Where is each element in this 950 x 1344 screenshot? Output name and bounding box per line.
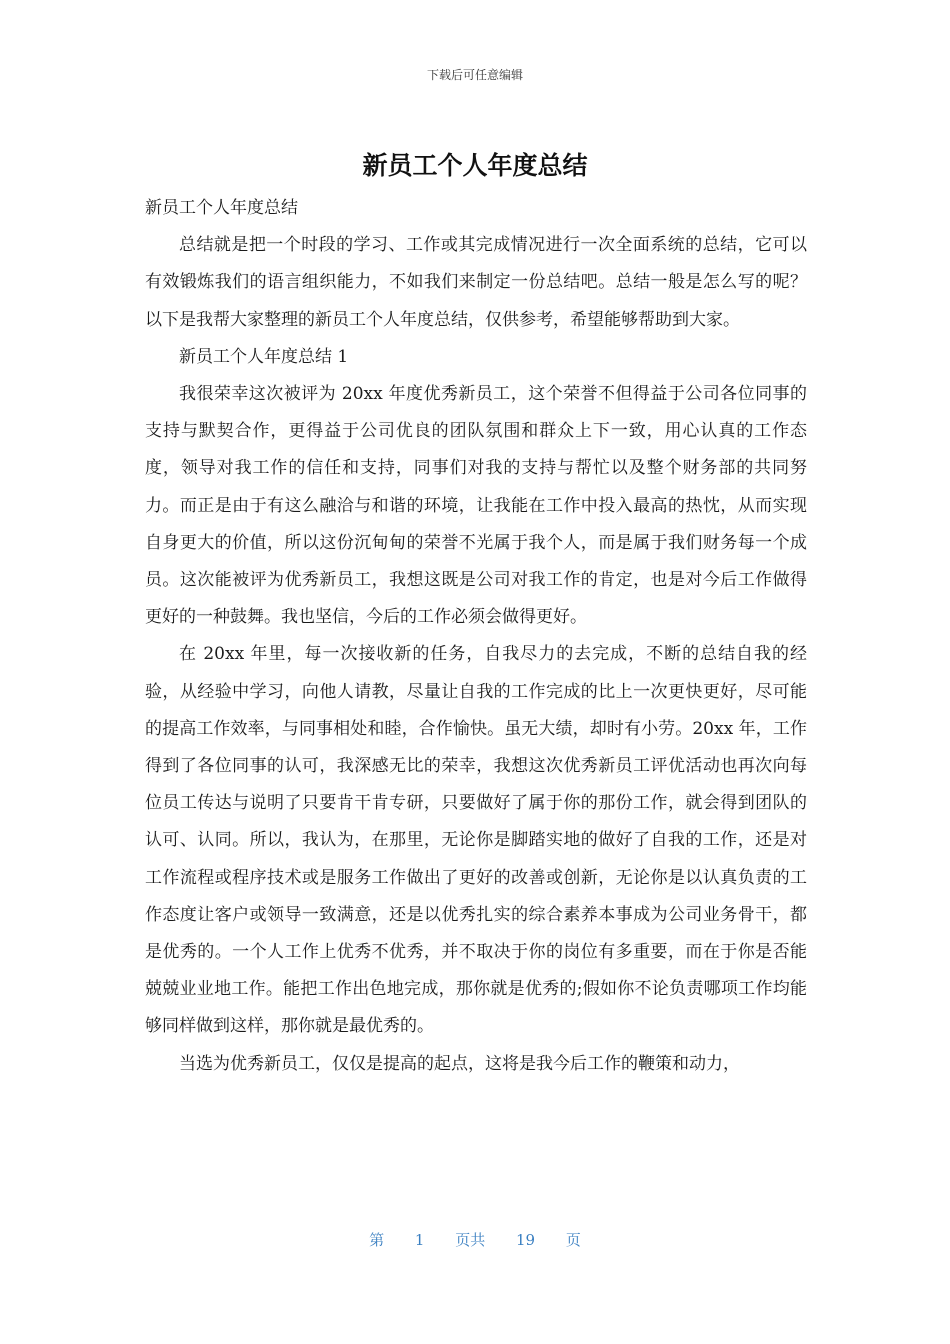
header-note: 下载后可任意编辑 [426,68,523,82]
paragraph: 我很荣幸这次被评为 20xx 年度优秀新员工，这个荣誉不但得益于公司各位同事的支持与默契合作，更得益于公司优良的团队氛围和群众上下一致，用心认真的工作态度，领导对我工作的信任和支持，同事们对我的支持与帮忙以及整个财务部的共同努力。而正是由于有这么融洽与和谐的环境，让我能在工作中投入最高的热忱，从而实现自身更大的价值，所以这份沉甸甸的荣誉不光属于我个人，而是属于我们财务每一个成员。这次能被评为优秀新员工，我想这既是公司对我工作的肯定，也是对今后工作做得更好的一种鼓舞。我也坚信，今后的工作必须会做得更好。 [145,384,807,628]
document-body [145,190,807,1083]
paragraph: 在 20xx 年里，每一次接收新的任务，自我尽力的去完成，不断的总结自我的经验，从经验中学习，向他人请教，尽量让自我的工作完成的比上一次更快更好，尽可能的提高工作效率，与同事相处和睦，合作愉快。虽无大绩，却时有小劳。20xx 年，工作得到了各位同事的认可，我深感无比的荣幸，我想这次优秀新员工评优活动也再次向每位员工传达与说明了只要肯干肯专研，只要做好了属于你的那份工作，就会得到团队的认可、认同。所以，我认为，在那里，无论你是脚踏实地的做好了自我的工作，还是对工作流程或程序技术或是服务工作做出了更好的改善或创新，无论你是以认真负责的工作态度让客户或领导一致满意，还是以优秀扎实的综合素养本事成为公司业务骨干，都是优秀的。一个人工作上优秀不优秀，并不取决于你的岗位有多重要，而在于你是否能兢兢业业地工作。能把工作出色地完成，那你就是优秀的;假如你不论负责哪项工作均能够同样做到这样，那你就是最优秀的。 [145,644,807,1037]
footer-total-pages: 19 [516,1231,536,1249]
footer-page-number: 1 [414,1231,425,1249]
footer-middle: 页共 [455,1231,486,1249]
page-title: 新员工个人年度总结 [362,151,588,180]
paragraph: 新员工个人年度总结 [145,198,298,218]
section-heading: 新员工个人年度总结 1 [179,346,349,367]
footer-prefix: 第 [369,1231,385,1249]
paragraph: 当选为优秀新员工，仅仅是提高的起点，这将是我今后工作的鞭策和动力， [179,1053,740,1074]
footer-suffix: 页 [565,1231,581,1249]
page-footer [0,1229,950,1250]
paragraph: 总结就是把一个时段的学习、工作或其完成情况进行一次全面系统的总结，它可以有效锻炼我们的语言组织能力，不如我们来制定一份总结吧。总结一般是怎么写的呢？以下是我帮大家整理的新员工个人年度总结，仅供参考，希望能够帮助到大家。 [145,235,807,330]
